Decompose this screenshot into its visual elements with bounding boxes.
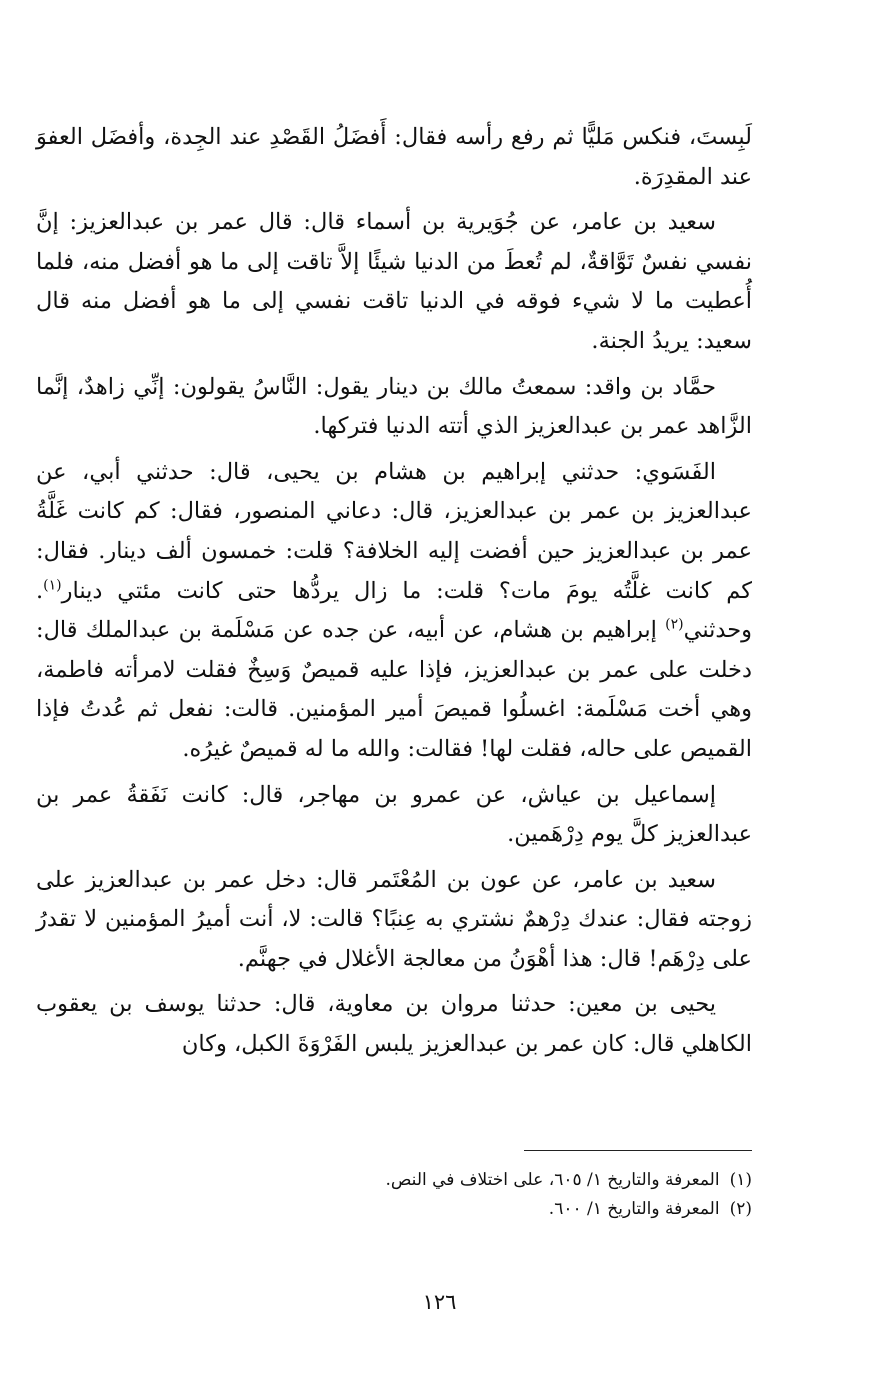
paragraph: [36, 368, 752, 447]
paragraph-text: سعيد بن عامر، عن عون بن المُعْتَمر قال: دخل عمر بن عبدالعزيز على زوجته فقال: عندك دِرْهمٌ نشتري به عِنبًا؟ قالت: لا، أنت أميرُ المؤمنين لا تقدرُ على دِرْهَم! قال: هذا أهْوَنُ من معالجة الأغلال في جهنَّم.: [36, 866, 752, 972]
paragraph-text: لَبِستَ، فنكس مَليًّا ثم رفع رأسه فقال: أَفضَلُ القَصْدِ عند الجِدة، وأفضَل العفوَ عند المقدِرَة.: [36, 124, 752, 190]
footnote-reference: (١): [43, 577, 62, 594]
paragraph-text: حمَّاد بن واقد: سمعتُ مالك بن دينار يقول: النَّاسُ يقولون: إنِّي زاهدٌ، إنَّما الزَّاهد عمر بن عبدالعزيز الذي أتته الدنيا فتركها.: [36, 373, 752, 440]
paragraph: [36, 861, 752, 980]
paragraph-text: . وحدثني: [36, 577, 752, 644]
paragraph-text: يحيى بن معين: حدثنا مروان بن معاوية، قال: حدثنا يوسف بن يعقوب الكاهلي قال: كان عمر بن عبدالعزيز يلبس الفَرْوَةَ الكبل، وكان: [36, 991, 752, 1058]
paragraph: [36, 203, 752, 361]
footnote-reference: (٢): [665, 616, 684, 633]
paragraph: [36, 776, 752, 855]
paragraph-text: إسماعيل بن عياش، عن عمرو بن مهاجر، قال: كانت نَفَقةُ عمر بن عبدالعزيز كلَّ يوم دِرْهَمين.: [36, 781, 752, 848]
footnote-number: (١): [729, 1170, 752, 1190]
footnote: [252, 1166, 752, 1195]
page-body: [36, 118, 752, 1071]
paragraph-text: إبراهيم بن هشام، عن أبيه، عن جده عن مَسْلَمة بن عبدالملك قال: دخلت على عمر بن عبدالعزيز، فإذا عليه قميصٌ وَسِخٌ فقلت لامرأته فاطمة، وهي أخت مَسْلَمة: اغسلُوا قميصَ أمير المؤمنين. قالت: نفعل ثم عُدتُ فإذا القميص على حاله، فقلت لها! فقالت: والله ما له قميصٌ غيرُه.: [36, 617, 752, 762]
paragraph: [36, 985, 752, 1064]
main-text: [36, 118, 752, 1065]
footnote-text: المعرفة والتاريخ ١/ ٦٠٠.: [548, 1199, 720, 1219]
footnotes: [252, 1166, 752, 1224]
footnote-text: المعرفة والتاريخ ١/ ٦٠٥، على اختلاف في النص.: [385, 1170, 720, 1190]
footnote-separator: [524, 1150, 752, 1151]
paragraph: [36, 453, 752, 770]
paragraph-text: سعيد بن عامر، عن جُوَيرية بن أسماء قال: قال عمر بن عبدالعزيز: إنَّ نفسي نفسٌ تَوَّاقةٌ، لم تُعطَ من الدنيا شيئًا إلاَّ تاقت إلى ما هو أفضل منه، فلما أُعطيت ما لا شيء فوقه في الدنيا تاقت نفسي إلى ما هو أفضل منه قال سعيد: يريدُ الجنة.: [36, 209, 752, 354]
page-number: ١٢٦: [422, 1290, 457, 1314]
paragraph-text: الفَسَوي: حدثني إبراهيم بن هشام بن يحيى، قال: حدثني أبي، عن عبدالعزيز بن عمر بن عبدالعزيز، قال: دعاني المنصور، فقال: كم كانت غَلَّةُ عمر بن عبدالعزيز حين أفضت إليه الخلافة؟ قلت: خمسون ألف دينار. فقال: كم كانت غلَّتُه يومَ مات؟ قلت: ما زال يردُّها حتى كانت مئتي دينار: [36, 458, 752, 604]
paragraph: [36, 118, 752, 197]
footnote: [252, 1195, 752, 1224]
footnote-number: (٢): [729, 1199, 752, 1219]
